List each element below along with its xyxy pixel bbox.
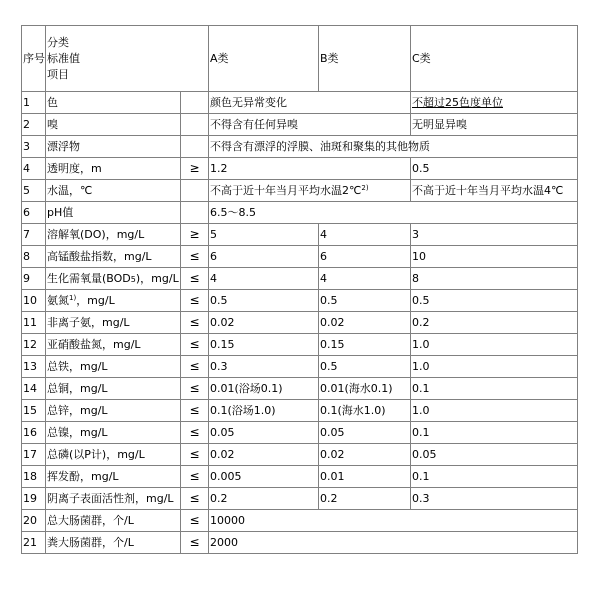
header-class-c: C类 [411,26,578,92]
class-a-value [209,246,319,268]
item-name [46,202,181,224]
class-a-text: 0.02 [210,316,235,329]
item-name-text: 挥发酚，mg/L [47,470,119,483]
relation-symbol: ≥ [181,224,209,246]
class-a-text: 0.2 [210,492,228,505]
row-number: 13 [22,356,46,378]
item-name-text: 溶解氧(DO)，mg/L [47,228,145,241]
header-no: 序号 [22,26,46,92]
water-quality-standard-table [21,25,578,554]
item-name-text: 总磷(以P计)，mg/L [47,448,145,461]
row-number: 10 [22,290,46,312]
relation-symbol [181,180,209,202]
relation-symbol [181,92,209,114]
item-name-text: 总大肠菌群，个/L [47,514,134,527]
relation-symbol: ≥ [181,158,209,180]
relation-symbol: ≤ [181,268,209,290]
row-number: 4 [22,158,46,180]
class-a-text: 0.05 [210,426,235,439]
item-name [46,224,181,246]
table-row [22,290,578,312]
item-name [46,378,181,400]
table-row [22,136,578,158]
relation-symbol: ≤ [181,312,209,334]
item-name-text: 总铜，mg/L [47,382,108,395]
class-a-text: 6 [210,250,217,263]
class-a-value [209,114,411,136]
class-a-text: 4 [210,272,217,285]
class-c-value: 0.5 [411,290,578,312]
table-row [22,488,578,510]
item-name [46,334,181,356]
item-name-text: 总锌，mg/L [47,404,108,417]
row-number: 8 [22,246,46,268]
class-b-value: 0.15 [319,334,411,356]
class-a-value [209,444,319,466]
item-name [46,422,181,444]
table-row [22,422,578,444]
header-category-line: 标准值 [47,51,80,65]
item-name-text: 总铁，mg/L [47,360,108,373]
relation-symbol: ≤ [181,400,209,422]
table-row [22,532,578,554]
class-a-text: 0.005 [210,470,242,483]
table-row [22,400,578,422]
class-b-value: 4 [319,268,411,290]
table-row [22,92,578,114]
class-c-value: 无明显异嗅 [411,114,578,136]
class-b-value: 4 [319,224,411,246]
table-row [22,268,578,290]
class-a-text: 0.15 [210,338,235,351]
class-a-text: 不高于近十年当月平均水温2℃ [210,184,362,197]
table-row [22,378,578,400]
class-a-text: 0.01(浴场0.1) [210,382,283,395]
class-b-value: 0.01(海水0.1) [319,378,411,400]
table-row [22,246,578,268]
class-c-value: 不高于近十年当月平均水温4℃ [411,180,578,202]
class-b-value: 0.02 [319,444,411,466]
class-a-text: 不得含有任何异嗅 [210,118,298,131]
relation-symbol: ≤ [181,356,209,378]
relation-symbol: ≤ [181,488,209,510]
table-row [22,180,578,202]
relation-symbol: ≤ [181,444,209,466]
class-a-text: 5 [210,228,217,241]
table-row [22,466,578,488]
item-name [46,510,181,532]
row-number: 17 [22,444,46,466]
item-name-text: 氨氮 [47,294,69,307]
class-b-value: 6 [319,246,411,268]
class-a-value [209,268,319,290]
class-c-value: 不超过25色度单位 [411,92,578,114]
item-name-text: 漂浮物 [47,140,80,153]
item-name-text: 阴离子表面活性剂，mg/L [47,492,174,505]
item-name [46,444,181,466]
row-number: 6 [22,202,46,224]
item-name [46,92,181,114]
item-name-text: 透明度，m [47,162,102,175]
table-row [22,114,578,136]
item-name [46,488,181,510]
class-a-value [209,312,319,334]
class-a-text: 0.3 [210,360,228,373]
item-name [46,246,181,268]
class-a-text: 1.2 [210,162,228,175]
class-a-text: 10000 [210,514,245,527]
table-row [22,312,578,334]
class-c-value: 0.05 [411,444,578,466]
table-row [22,202,578,224]
item-name-text: 水温，℃ [47,184,93,197]
class-b-value: 0.1(海水1.0) [319,400,411,422]
class-a-value [209,510,578,532]
item-name [46,356,181,378]
relation-symbol: ≤ [181,290,209,312]
item-name [46,400,181,422]
relation-symbol: ≤ [181,466,209,488]
class-a-value [209,158,411,180]
item-name-text: 非离子氨，mg/L [47,316,130,329]
class-c-value: 1.0 [411,334,578,356]
row-number: 21 [22,532,46,554]
row-number: 20 [22,510,46,532]
item-name-text: 粪大肠菌群，个/L [47,536,134,549]
class-b-value: 0.2 [319,488,411,510]
header-class-b: B类 [319,26,411,92]
class-a-value [209,202,578,224]
row-number: 9 [22,268,46,290]
item-name [46,466,181,488]
class-a-value [209,378,319,400]
item-name [46,114,181,136]
row-number: 14 [22,378,46,400]
class-a-value [209,92,411,114]
class-a-text: 不得含有漂浮的浮膜、油斑和聚集的其他物质 [210,140,430,153]
row-number: 16 [22,422,46,444]
class-c-value: 0.3 [411,488,578,510]
class-b-value: 0.5 [319,290,411,312]
footnote-marker: 2) [361,184,369,192]
class-a-value [209,532,578,554]
class-a-value [209,136,578,158]
table-row [22,444,578,466]
table-row [22,224,578,246]
item-name [46,180,181,202]
class-a-value [209,224,319,246]
table-row [22,356,578,378]
class-a-text: 颜色无异常变化 [210,96,287,109]
footnote-marker: 1) [69,294,77,302]
class-c-value: 1.0 [411,356,578,378]
class-b-value: 0.01 [319,466,411,488]
class-a-text: 0.1(浴场1.0) [210,404,276,417]
item-name [46,290,181,312]
class-a-value [209,180,411,202]
class-b-value: 0.05 [319,422,411,444]
table-row [22,510,578,532]
item-name-text: 亚硝酸盐氮，mg/L [47,338,141,351]
class-a-text: 6.5～8.5 [210,206,256,219]
item-name [46,312,181,334]
item-name [46,136,181,158]
relation-symbol [181,114,209,136]
item-name-text: 高锰酸盐指数，mg/L [47,250,152,263]
row-number: 2 [22,114,46,136]
class-c-value: 0.1 [411,378,578,400]
relation-symbol [181,136,209,158]
header-row [22,26,578,92]
relation-symbol: ≤ [181,378,209,400]
item-name-text: 总镍，mg/L [47,426,108,439]
table-row [22,158,578,180]
class-c-value: 3 [411,224,578,246]
class-a-value [209,400,319,422]
header-class-a: A类 [209,26,319,92]
class-c-value: 8 [411,268,578,290]
relation-symbol: ≤ [181,422,209,444]
row-number: 15 [22,400,46,422]
header-category [46,26,209,92]
item-name [46,158,181,180]
row-number: 19 [22,488,46,510]
class-b-value: 0.02 [319,312,411,334]
header-category-line: 分类 [47,35,69,49]
row-number: 1 [22,92,46,114]
class-c-value: 0.5 [411,158,578,180]
class-a-value [209,466,319,488]
item-name [46,532,181,554]
item-name [46,268,181,290]
relation-symbol: ≤ [181,532,209,554]
class-c-value: 0.1 [411,466,578,488]
class-a-text: 2000 [210,536,238,549]
relation-symbol: ≤ [181,246,209,268]
item-name-text: 嗅 [47,118,58,131]
row-number: 11 [22,312,46,334]
row-number: 3 [22,136,46,158]
item-name-text: 生化需氧量(BOD [47,271,131,285]
row-number: 7 [22,224,46,246]
item-unit: ，mg/L [76,294,115,307]
class-c-value: 0.1 [411,422,578,444]
class-a-text: 0.02 [210,448,235,461]
item-unit: )，mg/L [135,271,179,285]
row-number: 18 [22,466,46,488]
relation-symbol: ≤ [181,334,209,356]
row-number: 12 [22,334,46,356]
class-a-value [209,334,319,356]
class-a-text: 0.5 [210,294,228,307]
relation-symbol [181,202,209,224]
class-c-value: 1.0 [411,400,578,422]
relation-symbol: ≤ [181,510,209,532]
item-name-text: 色 [47,96,58,109]
row-number: 5 [22,180,46,202]
item-subscript: 5 [130,274,136,284]
class-a-value [209,488,319,510]
class-a-value [209,422,319,444]
class-c-value: 10 [411,246,578,268]
class-b-value: 0.5 [319,356,411,378]
class-a-value [209,356,319,378]
item-name-text: pH值 [47,206,74,219]
class-a-value [209,290,319,312]
class-c-value: 0.2 [411,312,578,334]
table-row [22,334,578,356]
header-category-line: 项目 [47,67,69,81]
